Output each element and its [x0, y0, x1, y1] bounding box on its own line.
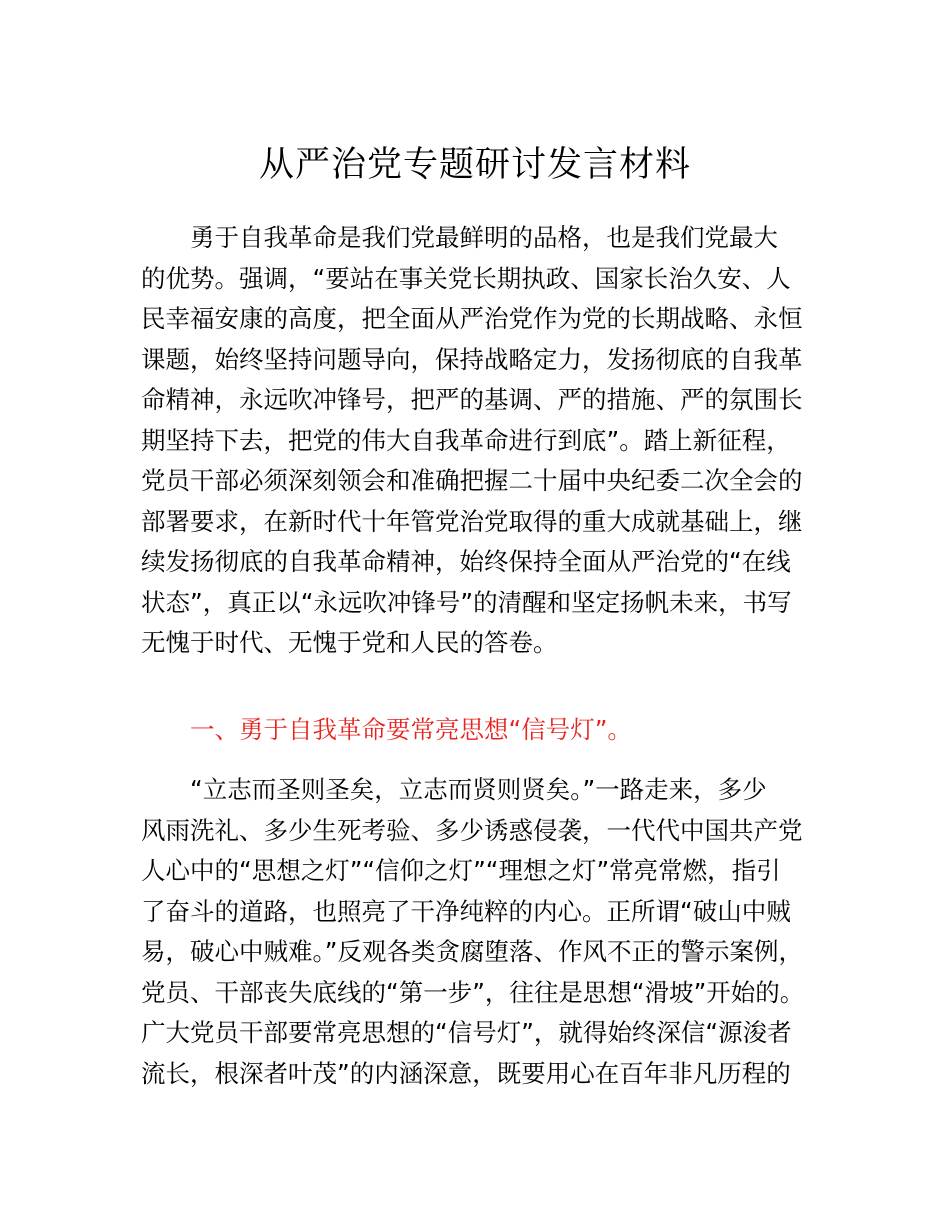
paragraph-line: 状态”，真正以“永远吹冲锋号”的清醒和坚定扬帆未来，书写	[141, 587, 792, 617]
paragraph-line: 期坚持下去，把党的伟大自我革命进行到底”。踏上新征程，	[141, 425, 791, 455]
paragraph-line: “立志而圣则圣矣，立志而贤则贤矣。”一路走来，多少	[190, 775, 767, 804]
paragraph-line: 党员、干部丧失底线的“第一步”，往往是思想“滑坡”开始的。	[141, 977, 805, 1007]
section-heading: 一、勇于自我革命要常亮思想“信号灯”。	[190, 715, 632, 744]
paragraph-line: 命精神，永远吹冲锋号，把严的基调、严的措施、严的氛围长	[141, 385, 803, 414]
paragraph-line: 民幸福安康的高度，把全面从严治党作为党的长期战略、永恒	[141, 304, 803, 333]
paragraph-line: 无愧于时代、无愧于党和人民的答卷。	[141, 628, 558, 657]
paragraph-line: 课题，始终坚持问题导向，保持战略定力，发扬彻底的自我革	[141, 344, 803, 374]
paragraph-line: 党员干部必须深刻领会和准确把握二十届中央纪委二次全会的	[141, 466, 803, 495]
paragraph-line: 续发扬彻底的自我革命精神，始终保持全面从严治党的“在线	[141, 547, 791, 576]
paragraph-line: 部署要求，在新时代十年管党治党取得的重大成就基础上，继	[141, 506, 803, 536]
paragraph-line: 的优势。强调，“要站在事关党长期执政、国家长治久安、人	[141, 263, 791, 293]
section-paragraph	[141, 770, 813, 1094]
paragraph-line: 易，破心中贼难。”反观各类贪腐堕落、作风不正的警示案例，	[141, 937, 803, 966]
paragraph-line: 人心中的“思想之灯”“信仰之灯”“理想之灯”常亮常燃，指引	[141, 856, 781, 885]
paragraph-line: 风雨洗礼、多少生死考验、多少诱惑侵袭，一代代中国共产党	[141, 815, 803, 845]
paragraph-line: 勇于自我革命是我们党最鲜明的品格，也是我们党最大	[190, 223, 778, 252]
paragraph-line: 广大党员干部要常亮思想的“信号灯”，就得始终深信“源浚者	[141, 1018, 792, 1047]
document-title: 从严治党专题研讨发言材料	[258, 145, 691, 185]
paragraph-line: 了奋斗的道路，也照亮了干净纯粹的内心。正所谓“破山中贼	[141, 896, 791, 926]
paragraph-line: 流长，根深者叶茂”的内涵深意，既要用心在百年非凡历程的	[141, 1058, 791, 1088]
intro-paragraph	[141, 218, 813, 664]
